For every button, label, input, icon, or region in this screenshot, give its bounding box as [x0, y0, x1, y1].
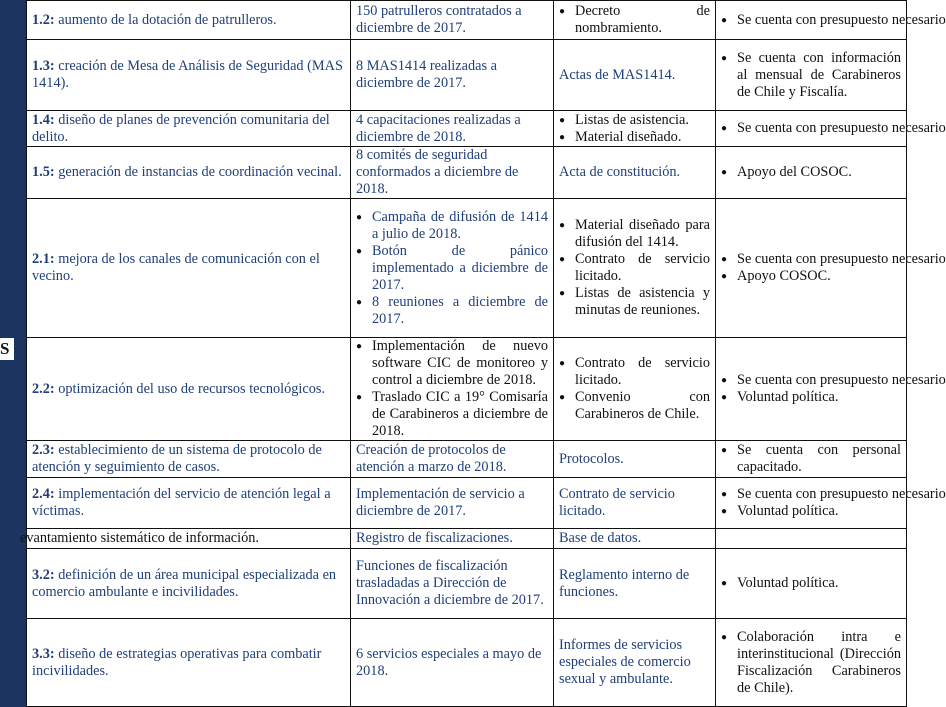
action-cell: 1.3: creación de Mesa de Análisis de Seguridad (MAS 1414).: [27, 40, 351, 111]
action-cell: 2.1: mejora de los canales de comunicación con el vecino.: [27, 199, 351, 338]
verification-cell: Acta de constitución.: [554, 147, 716, 199]
list-item: ● Botón de pánico implementado a diciembre de 2017.: [356, 243, 548, 294]
goal-cell: Registro de fiscalizaciones.: [351, 529, 554, 549]
goal-cell: [351, 338, 554, 441]
list-item: ● Material diseñado.: [559, 129, 710, 146]
table-row: [27, 338, 907, 441]
action-cell: 1.4: diseño de planes de prevención comunitaria del delito.: [27, 111, 351, 147]
table-row: [27, 199, 907, 338]
list-item: ● Se cuenta con presupuesto necesario: [721, 251, 901, 268]
table-row: [27, 40, 907, 111]
action-cell: 2.2: optimización del uso de recursos tecnológicos.: [27, 338, 351, 441]
verification-cell: [554, 338, 716, 441]
list-item: ● Colaboración intra e interinstitucional (Dirección Fiscalización Carabineros de Chile).: [721, 629, 901, 697]
action-cell: 1.2: aumento de la dotación de patrulleros.: [27, 1, 351, 40]
list-item: ● Apoyo del COSOC.: [721, 164, 901, 181]
table-row: [27, 478, 907, 529]
action-cell: 3.3: diseño de estrategias operativas para combatir incivilidades.: [27, 619, 351, 707]
table-row: [27, 619, 907, 707]
support-cell: [716, 111, 946, 147]
goal-cell: Creación de protocolos de atención a marzo de 2018.: [351, 441, 554, 478]
side-marker: S: [0, 338, 14, 360]
table-row: [27, 529, 907, 549]
list-item: ● Se cuenta con presupuesto necesario: [721, 486, 901, 503]
list-item: ● Se cuenta con presupuesto necesario: [721, 372, 901, 389]
list-item: ● Decreto de nombramiento.: [559, 3, 710, 37]
list-item: ● Listas de asistencia y minutas de reuniones.: [559, 285, 710, 319]
list-item: ● Traslado CIC a 19° Comisaría de Carabineros a diciembre de 2018.: [356, 389, 548, 440]
verification-cell: [554, 1, 716, 40]
goal-cell: 8 MAS1414 realizadas a diciembre de 2017.: [351, 40, 554, 111]
verification-cell: Contrato de servicio licitado.: [554, 478, 716, 529]
list-item: ● Contrato de servicio licitado.: [559, 251, 710, 285]
action-cell: 3.2: definición de un área municipal especializada en comercio ambulante e incivilidades.: [27, 549, 351, 619]
list-item: ● Convenio con Carabineros de Chile.: [559, 389, 710, 423]
list-item: ● Implementación de nuevo software CIC de monitoreo y control a diciembre de 2018.: [356, 338, 548, 389]
verification-cell: Actas de MAS1414.: [554, 40, 716, 111]
goal-cell: Funciones de fiscalización trasladadas a Dirección de Innovación a diciembre de 2017.: [351, 549, 554, 619]
list-item: ● Se cuenta con presupuesto necesario: [721, 120, 901, 137]
goal-cell: 150 patrulleros contratados a diciembre de 2017.: [351, 1, 554, 40]
verification-cell: Base de datos.: [554, 529, 716, 549]
action-cell: 2.3: establecimiento de un sistema de protocolo de atención y seguimiento de casos.: [27, 441, 351, 478]
support-cell: [716, 441, 907, 478]
goal-cell: 4 capacitaciones realizadas a diciembre de 2018.: [351, 111, 554, 147]
support-cell: [716, 338, 946, 441]
support-cell: [716, 147, 907, 199]
list-item: ● Material diseñado para difusión del 1414.: [559, 217, 710, 251]
list-item: ● Se cuenta con información al mensual de Carabineros de Chile y Fiscalía.: [721, 50, 901, 101]
list-item: ● Se cuenta con personal capacitado.: [721, 442, 901, 476]
goal-cell: [351, 199, 554, 338]
table-row: [27, 441, 907, 478]
goal-cell: Implementación de servicio a diciembre de 2017.: [351, 478, 554, 529]
verification-cell: Informes de servicios especiales de comercio sexual y ambulante.: [554, 619, 716, 707]
table-row: [27, 111, 907, 147]
list-item: ● Se cuenta con presupuesto necesario: [721, 12, 901, 29]
goal-cell: 8 comités de seguridad conformados a diciembre de 2018.: [351, 147, 554, 199]
support-cell: [716, 619, 907, 707]
support-cell: [716, 549, 907, 619]
list-item: ● Listas de asistencia.: [559, 112, 710, 129]
goal-cell: 6 servicios especiales a mayo de 2018.: [351, 619, 554, 707]
table-row: [27, 1, 907, 40]
list-item: ● Voluntad política.: [721, 503, 901, 520]
support-cell: [716, 478, 946, 529]
action-plan-table: [20, 0, 946, 707]
support-cell: [716, 199, 946, 338]
support-cell: [716, 529, 907, 549]
list-item: ● Apoyo COSOC.: [721, 268, 901, 285]
support-cell: [716, 40, 907, 111]
list-item: ● Voluntad política.: [721, 575, 901, 592]
verification-cell: [554, 199, 716, 338]
action-cell: evantamiento sistemático de información.: [27, 529, 351, 549]
action-cell: 2.4: implementación del servicio de atención legal a víctimas.: [27, 478, 351, 529]
list-item: ● Voluntad política.: [721, 389, 901, 406]
list-item: ● Contrato de servicio licitado.: [559, 355, 710, 389]
action-cell: 1.5: generación de instancias de coordinación vecinal.: [27, 147, 351, 199]
table-row: [27, 549, 907, 619]
support-cell: [716, 1, 946, 40]
verification-cell: Protocolos.: [554, 441, 716, 478]
verification-cell: [554, 111, 716, 147]
list-item: ● Campaña de difusión de 1414 a julio de 2018.: [356, 209, 548, 243]
list-item: ● 8 reuniones a diciembre de 2017.: [356, 294, 548, 328]
table-row: [27, 147, 907, 199]
verification-cell: Reglamento interno de funciones.: [554, 549, 716, 619]
